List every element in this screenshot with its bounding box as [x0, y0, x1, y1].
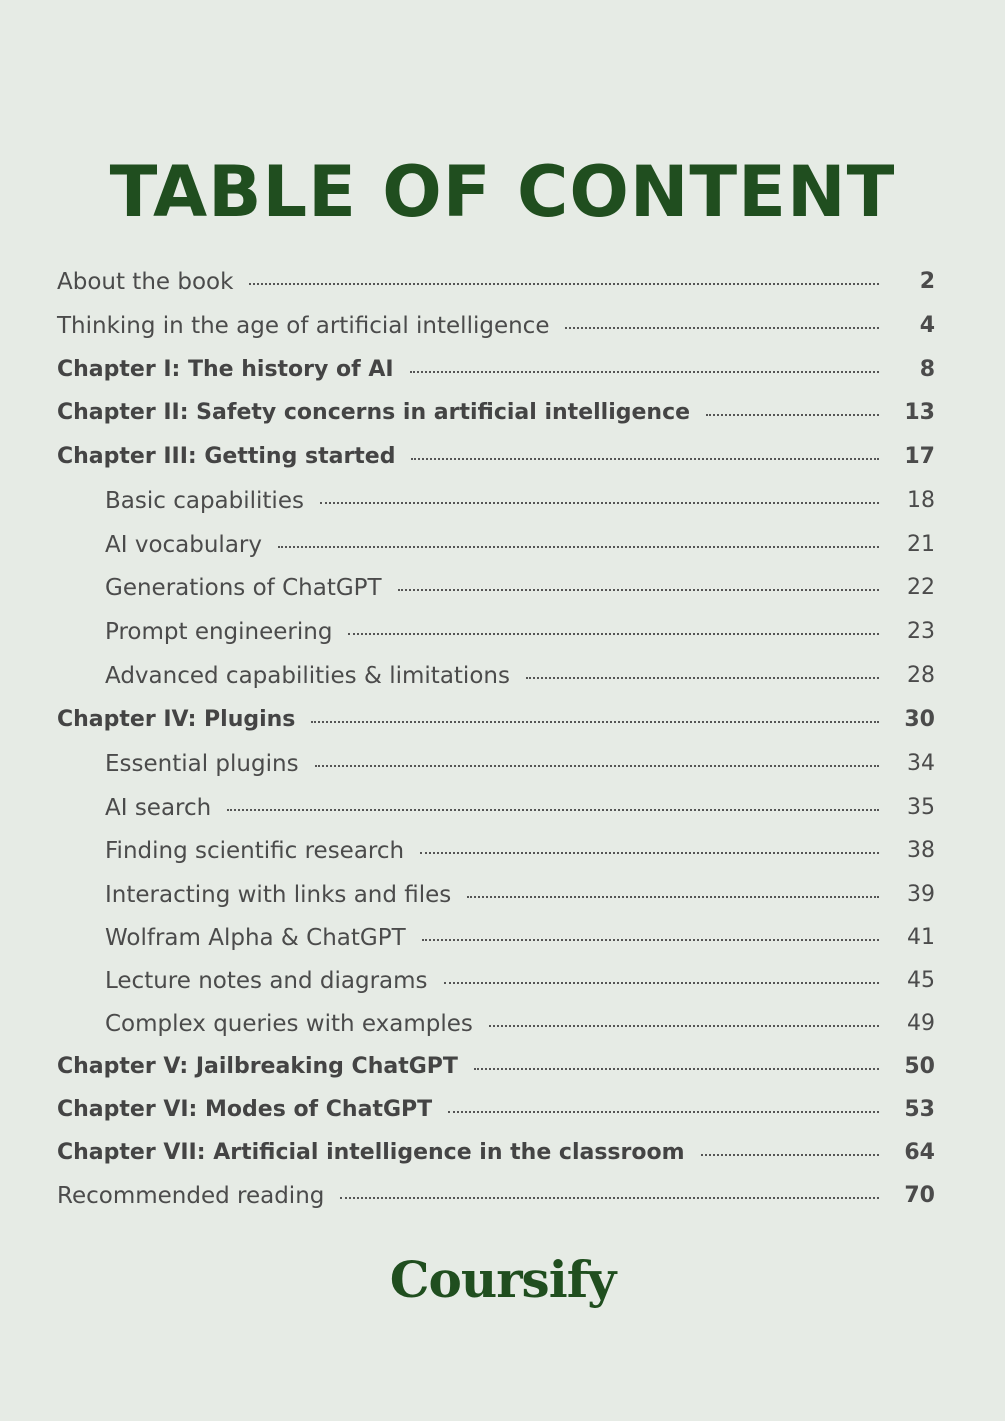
brand-logo: Coursify [389, 1250, 616, 1309]
toc-entry-label: About the book [57, 269, 234, 295]
toc-entry-label: Lecture notes and diagrams [105, 968, 428, 994]
toc-dot-leader [422, 939, 879, 941]
toc-entry-label: AI search [105, 795, 212, 821]
toc-dot-leader [320, 502, 879, 504]
toc-dot-leader [398, 589, 879, 591]
toc-dot-leader [448, 1111, 879, 1113]
toc-entry-label: AI vocabulary [105, 532, 262, 558]
toc-entry-page-number: 30 [904, 707, 935, 732]
toc-entry-label: Essential plugins [105, 751, 299, 777]
toc-entry[interactable] [57, 742, 935, 786]
toc-entry-page-number: 39 [907, 882, 935, 907]
toc-dot-leader [444, 982, 879, 984]
toc-entry-page-number: 8 [919, 357, 935, 382]
toc-entry-label: Chapter I: The history of AI [57, 357, 394, 382]
toc-entry[interactable] [57, 916, 935, 960]
toc-entry[interactable] [57, 523, 935, 567]
toc-entry-page-number: 13 [904, 400, 935, 425]
toc-entry[interactable] [57, 566, 935, 610]
toc-entry-label: Complex queries with examples [105, 1011, 473, 1037]
toc-entry[interactable] [57, 873, 935, 917]
toc-entry[interactable] [57, 1088, 935, 1132]
toc-entry-page-number: 53 [904, 1097, 935, 1122]
toc-dot-leader [311, 721, 879, 723]
toc-entry-page-number: 21 [907, 532, 935, 557]
toc-entry-label: Prompt engineering [105, 619, 333, 645]
toc-entry-label: Chapter VI: Modes of ChatGPT [57, 1097, 433, 1122]
toc-dot-leader [227, 809, 879, 811]
toc-entry-label: Chapter IV: Plugins [57, 707, 296, 732]
toc-entry-label: Chapter V: Jailbreaking ChatGPT [57, 1054, 458, 1079]
toc-entry-page-number: 4 [919, 313, 935, 338]
toc-entry[interactable] [57, 1174, 935, 1218]
toc-entry-page-number: 17 [904, 444, 935, 469]
toc-entry[interactable] [57, 786, 935, 830]
toc-entry-page-number: 45 [907, 968, 935, 993]
toc-entry-page-number: 41 [907, 925, 935, 950]
toc-entry[interactable] [57, 348, 935, 392]
toc-entry[interactable] [57, 698, 935, 742]
toc-entry-label: Finding scientific research [105, 838, 405, 864]
toc-entry-page-number: 34 [907, 751, 935, 776]
toc-entry[interactable] [57, 479, 935, 523]
toc-entry[interactable] [57, 1131, 935, 1175]
toc-dot-leader [526, 677, 879, 679]
toc-dot-leader [410, 371, 879, 373]
toc-entry-label: Generations of ChatGPT [105, 575, 382, 601]
toc-entry-page-number: 64 [904, 1140, 935, 1165]
toc-entry[interactable] [57, 391, 935, 435]
toc-entry[interactable] [57, 304, 935, 348]
toc-dot-leader [467, 896, 879, 898]
toc-entry-label: Chapter III: Getting started [57, 444, 396, 469]
page-title: TABLE OF CONTENT [109, 151, 896, 233]
toc-entry-label: Advanced capabilities & limitations [105, 663, 510, 689]
toc-dot-leader [249, 283, 879, 285]
toc-dot-leader [411, 458, 879, 460]
toc-dot-leader [706, 414, 879, 416]
toc-entry-label: Interacting with links and files [105, 882, 452, 908]
toc-dot-leader [474, 1068, 879, 1070]
toc-dot-leader [348, 633, 879, 635]
toc-entry-label: Chapter VII: Artificial intelligence in the classroom [57, 1140, 685, 1165]
toc-dot-leader [278, 546, 879, 548]
toc-entry-label: Basic capabilities [105, 488, 304, 514]
toc-dot-leader [701, 1154, 879, 1156]
toc-entry-page-number: 35 [907, 795, 935, 820]
toc-entry-page-number: 18 [907, 488, 935, 513]
toc-entry-page-number: 38 [907, 838, 935, 863]
toc-entry-page-number: 22 [907, 575, 935, 600]
toc-dot-leader [565, 327, 879, 329]
toc-dot-leader [489, 1025, 879, 1027]
toc-entry[interactable] [57, 654, 935, 698]
toc-dot-leader [340, 1197, 879, 1199]
toc-entry-label: Recommended reading [57, 1183, 325, 1209]
toc-entry[interactable] [57, 829, 935, 873]
toc-entry[interactable] [57, 959, 935, 1003]
toc-entry-label: Thinking in the age of artificial intelligence [57, 313, 550, 339]
toc-entry-page-number: 2 [919, 269, 935, 294]
toc-entry-label: Chapter II: Safety concerns in artificial intelligence [57, 400, 691, 425]
toc-entry[interactable] [57, 260, 935, 304]
toc-entry[interactable] [57, 610, 935, 654]
toc-entry-page-number: 70 [904, 1183, 935, 1208]
toc-entry-page-number: 23 [907, 619, 935, 644]
toc-dot-leader [420, 852, 879, 854]
toc-entry[interactable] [57, 1045, 935, 1089]
toc-entry[interactable] [57, 1002, 935, 1046]
toc-entry-page-number: 28 [907, 663, 935, 688]
toc-entry-page-number: 50 [904, 1054, 935, 1079]
toc-entry[interactable] [57, 435, 935, 479]
toc-entry-page-number: 49 [907, 1011, 935, 1036]
toc-entry-label: Wolfram Alpha & ChatGPT [105, 925, 406, 951]
toc-dot-leader [315, 765, 879, 767]
